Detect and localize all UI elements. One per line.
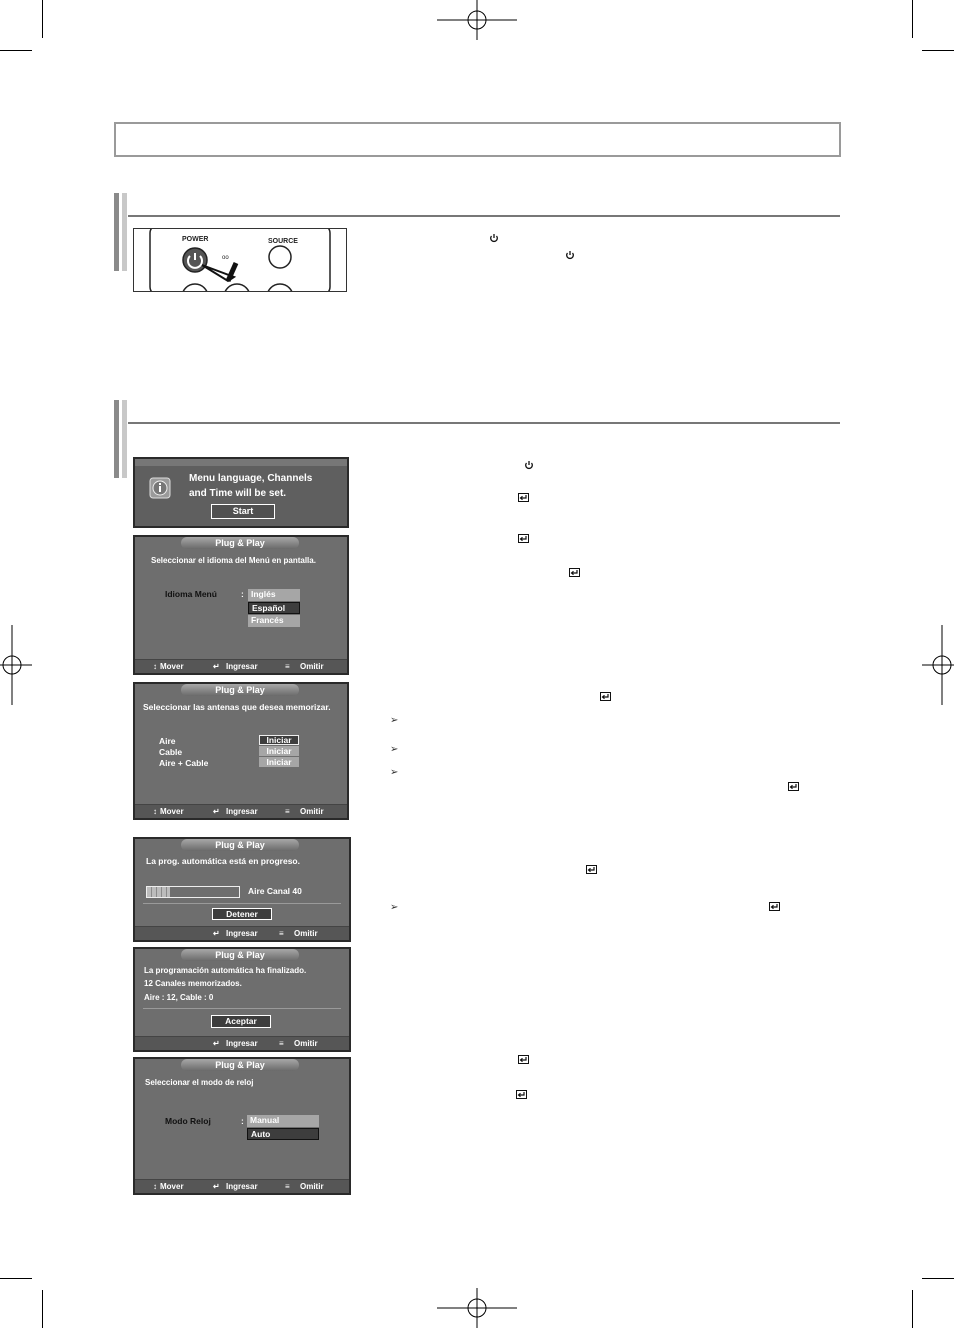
language-prompt: Seleccionar el idioma del Menú en pantalla. [151,556,316,565]
menu-bars-icon: ≡ [279,1039,284,1048]
section-divider [128,422,840,424]
remote-drawing [134,229,346,291]
enter-icon [600,692,611,701]
updown-icon: ↕ [153,807,157,816]
progress-bar-fill [147,887,170,897]
enter-icon: ↵ [213,1182,220,1191]
source-button-label: SOURCE [268,238,298,245]
note-arrow-icon: ➢ [390,715,399,726]
language-option-espanol[interactable]: Español [248,602,300,614]
start-cable-button[interactable]: Iniciar [259,746,299,756]
registration-mark [0,625,32,705]
crop-mark [42,0,43,38]
updown-icon: ↕ [153,662,157,671]
crop-mark [922,50,954,51]
footer-enter: Ingresar [226,662,258,671]
enter-icon: ↵ [213,807,220,816]
crop-mark [912,1290,913,1328]
footer-enter: Ingresar [226,1039,258,1048]
footer-enter: Ingresar [226,929,258,938]
power-icon [524,460,534,470]
osd-separator [143,1008,341,1009]
crop-mark [0,1278,32,1279]
language-option-ingles[interactable]: Inglés [248,589,300,601]
enter-icon [788,782,799,791]
osd-header: Plug & Play [181,684,299,696]
clock-mode-label: Modo Reloj [165,1116,211,1126]
osd-header: Plug & Play [181,537,299,549]
menu-bars-icon: ≡ [279,929,284,938]
registration-mark [922,625,954,705]
power-icon [489,233,499,243]
osd-progress-screen [133,837,351,942]
info-icon [149,477,171,499]
footer-skip: Omitir [300,807,324,816]
finished-line3: Aire : 12, Cable : 0 [144,993,214,1002]
osd-language-screen [133,535,349,675]
enter-icon [769,902,780,911]
start-aire-button[interactable]: Iniciar [259,735,299,745]
note-arrow-icon: ➢ [390,767,399,778]
crop-mark [42,1290,43,1328]
antenna-prompt: Seleccionar las antenas que desea memorizar. [143,702,331,712]
field-colon: : [241,1116,244,1126]
enter-icon: ↵ [213,929,220,938]
crop-mark [0,50,32,51]
finished-line1: La programación automática ha finalizado. [144,966,307,975]
osd-separator [143,903,341,904]
accept-button[interactable]: Aceptar [211,1015,271,1028]
osd-clock-screen [133,1057,351,1195]
start-button[interactable]: Start [211,504,275,519]
power-icon [565,250,575,260]
start-aire-cable-button[interactable]: Iniciar [259,757,299,767]
clock-option-auto[interactable]: Auto [247,1128,319,1140]
section-divider [128,215,840,217]
language-option-frances[interactable]: Francés [248,615,300,627]
footer-enter: Ingresar [226,1182,258,1191]
note-arrow-icon: ➢ [390,902,399,913]
antenna-label-aire-cable: Aire + Cable [159,758,209,768]
enter-icon [586,865,597,874]
power-button-label: POWER [182,236,209,243]
clock-option-manual[interactable]: Manual [247,1115,319,1127]
footer-skip: Omitir [300,662,324,671]
enter-icon [518,1055,529,1064]
menu-bars-icon: ≡ [285,1182,290,1191]
progress-bar [146,886,240,898]
progress-prompt: La prog. automática está en progreso. [146,856,300,866]
footer-enter: Ingresar [226,807,258,816]
enter-icon [516,1090,527,1099]
footer-skip: Omitir [294,1039,318,1048]
start-message-line1: Menu language, Channels [189,473,313,484]
page-title-box [114,122,841,157]
osd-start-screen [133,457,349,528]
stop-button[interactable]: Detener [212,908,272,920]
note-arrow-icon: ➢ [390,744,399,755]
osd-header: Plug & Play [181,839,299,851]
field-colon: : [241,589,244,599]
footer-move: Mover [160,807,184,816]
menu-bars-icon: ≡ [285,662,290,671]
osd-header: Plug & Play [181,1059,299,1071]
enter-icon: ↵ [213,1039,220,1048]
footer-skip: Omitir [294,929,318,938]
finished-line2: 12 Canales memorizados. [144,979,242,988]
footer-move: Mover [160,662,184,671]
enter-icon [569,568,580,577]
osd-antenna-screen [133,682,349,820]
osd-finished-screen [133,947,351,1052]
menu-language-label: Idioma Menú [165,589,217,599]
remote-illustration [133,228,347,292]
crop-mark [912,0,913,38]
enter-icon: ↵ [213,662,220,671]
antenna-label-cable: Cable [159,747,183,757]
footer-move: Mover [160,1182,184,1191]
section-marker [114,400,119,478]
section-marker [122,193,127,271]
progress-status: Aire Canal 40 [248,886,302,896]
menu-bars-icon: ≡ [285,807,290,816]
registration-mark [437,0,517,44]
crop-mark [922,1278,954,1279]
enter-icon [518,493,529,502]
enter-icon [518,534,529,543]
osd-header: Plug & Play [181,949,299,961]
start-message-line2: and Time will be set. [189,488,287,499]
section-marker [114,193,119,271]
osd-top-strip [135,459,347,466]
footer-skip: Omitir [300,1182,324,1191]
registration-mark [437,1288,517,1328]
svg-text:oo: oo [222,255,229,261]
antenna-label-aire: Aire [159,736,176,746]
section-marker [122,400,127,478]
updown-icon: ↕ [153,1182,157,1191]
clock-prompt: Seleccionar el modo de reloj [145,1078,254,1087]
